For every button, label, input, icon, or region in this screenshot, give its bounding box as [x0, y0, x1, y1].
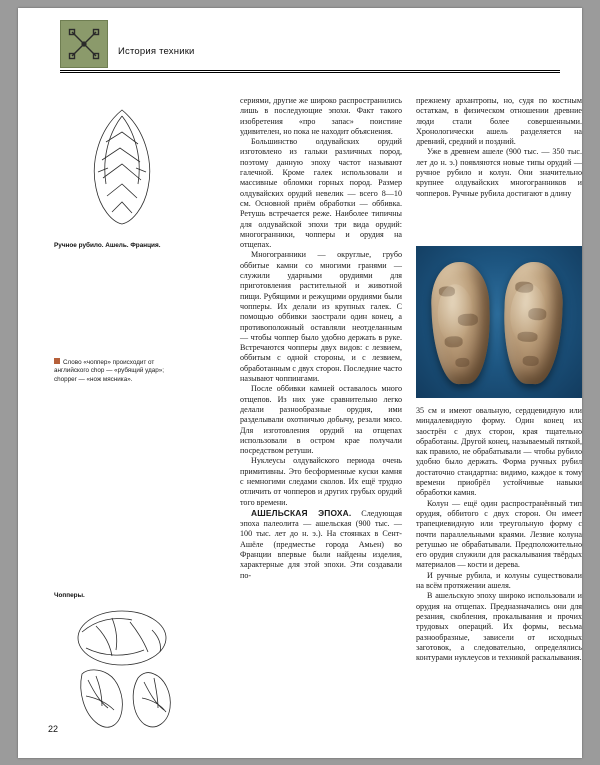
- hand-axe-left: [430, 261, 492, 385]
- page-header: [18, 8, 582, 70]
- hand-axe-photo: [416, 246, 582, 398]
- running-head-title: История техники: [118, 46, 195, 57]
- footnote-marker-icon: [54, 358, 60, 364]
- figure-caption-choppers: Чопперы.: [54, 592, 85, 599]
- paragraph: прежнему архантропы, но, судя по костным остаткам, в физическом отношении древние люди стали более совершенными. Хронологически ашель разделяется на древний, средний и поздний.: [416, 96, 582, 147]
- text-column-left: [240, 96, 402, 581]
- paragraph: И ручные рубила, и колуны существовали на всём протяжении ашеля.: [416, 570, 582, 591]
- paragraph: В ашельскую эпоху широко использовали и орудия на отщепах. Предназначались они для резания, скобления, прокалывания и прочих трудовых операций. Их формы, весьма разнообразные, зависели от исходных заготовок, а следовательно, определялись контурами нуклеусов и техникой раскалывания.: [416, 591, 582, 663]
- paragraph: Большинство олдувайских орудий изготовлено из гальки различных пород, поэтому данную эпоху частот называют галечной. Кроме галек использовали и массивные обломки горных пород. Размер олдувайских орудий невелик — всего 8—10 см. Основной приём обработки — оббивка. Ретушь встречается реже. Наиболее типичны для олдувайской эпохи три вида орудий: многогранники, чопперы и орудия на отщепах.: [240, 137, 402, 250]
- figure-caption-hand-axe: Ручное рубило. Ашель. Франция.: [54, 242, 161, 249]
- windmill-icon: [60, 20, 108, 68]
- paragraph: Нуклеусы олдувайского периода очень примитивны. Это бесформенные куски камня с немногими следами сколов. Их ещё трудно отличить от чопперов и других грубых орудий того времени.: [240, 456, 402, 507]
- text-column-right-top: [416, 96, 582, 242]
- section-body: Следующая эпоха палеолита — ашельская (900 тыс. — 100 тыс. лет до н. э.). На стоянках в Сент-Ашёле (предместье города Амьен) во Франции впервые были найдены изделия, характерные для этой эпохи. Эти создавали по-: [240, 508, 402, 580]
- hand-axe-right: [502, 261, 564, 385]
- margin-footnote: [54, 358, 186, 384]
- paragraph: сериями, другие же широко распространились лишь в последующие эпохи. Факт такого изобретения «про запас» поистине удивителен, но пока не находит объяснения.: [240, 96, 402, 136]
- paragraph: Колун — ещё один распространённый тип орудия, оббитого с двух сторон. Он имеет трапециевидную или треугольную форму с почти параллельными краями. Лезвие колуна ретушью не обрабатывали. Предположительно его орудия служили для раскалывания твёрдых материалов — кости и дерева.: [416, 498, 582, 570]
- section-heading: АШЕЛЬСКАЯ ЭПОХА.: [251, 507, 352, 518]
- header-rule-secondary: [60, 72, 560, 73]
- header-rule: [60, 70, 560, 71]
- paragraph: Многогранники — округлые, грубо оббитые камни со многими гранями — служили ударными орудиями для приготовления растительной и животной пищи. Рубящими и режущими орудиями были чопперы. Их делали из крупных галек. С помощью оббивки заострали один конец, а противоположный оставляли неотделанным — чтобы чоппер было удобно держать в руке. Встречаются чопперы двух видов: с лезвием, оббитым с одной стороны, и с лезвием, обработанным с двух сторон. Последние часто называют чоппингами.: [240, 250, 402, 384]
- choppers-engraving: [52, 604, 192, 736]
- paragraph: После оббивки камней оставалось много отщепов. Из них уже сравнительно легко делали разнообразные орудия, ими разделывали охотничью добычу, резали мясо. Для изготовления орудий на отщепах использовали в остром крае получали посредством ретуши.: [240, 384, 402, 456]
- hand-axe-engraving: [62, 102, 182, 230]
- footnote-text: Слово «чоппер» происходит от английского chop — «рубящий удар»; chopper — «нож мясника».: [54, 359, 165, 383]
- book-page: [18, 8, 582, 758]
- page-number: 22: [48, 724, 59, 734]
- paragraph: 35 см и имеют овальную, сердцевидную или миндалевидную форму. Один конец их заострён с двух сторон, края тщательно обработаны. Другой конец, называемый пяткой, как правило, не обрабатывали — чтобы рубило удобно было держать. Форма ручных рубил достаточно стандартна: видимо, каждое к тому времени приобрёл устойчивые навыки обработки камня.: [416, 406, 582, 498]
- text-column-right-bottom: [416, 406, 582, 663]
- paragraph: Уже в древнем ашеле (900 тыс. — 350 тыс. лет до н. э.) появляются новые типы орудий — ручное рубило и колун. Они значительно крупнее олдувайских многогранников и чопперов. Ручные рубила достигают в длину: [416, 147, 582, 198]
- section-paragraph: [240, 508, 402, 581]
